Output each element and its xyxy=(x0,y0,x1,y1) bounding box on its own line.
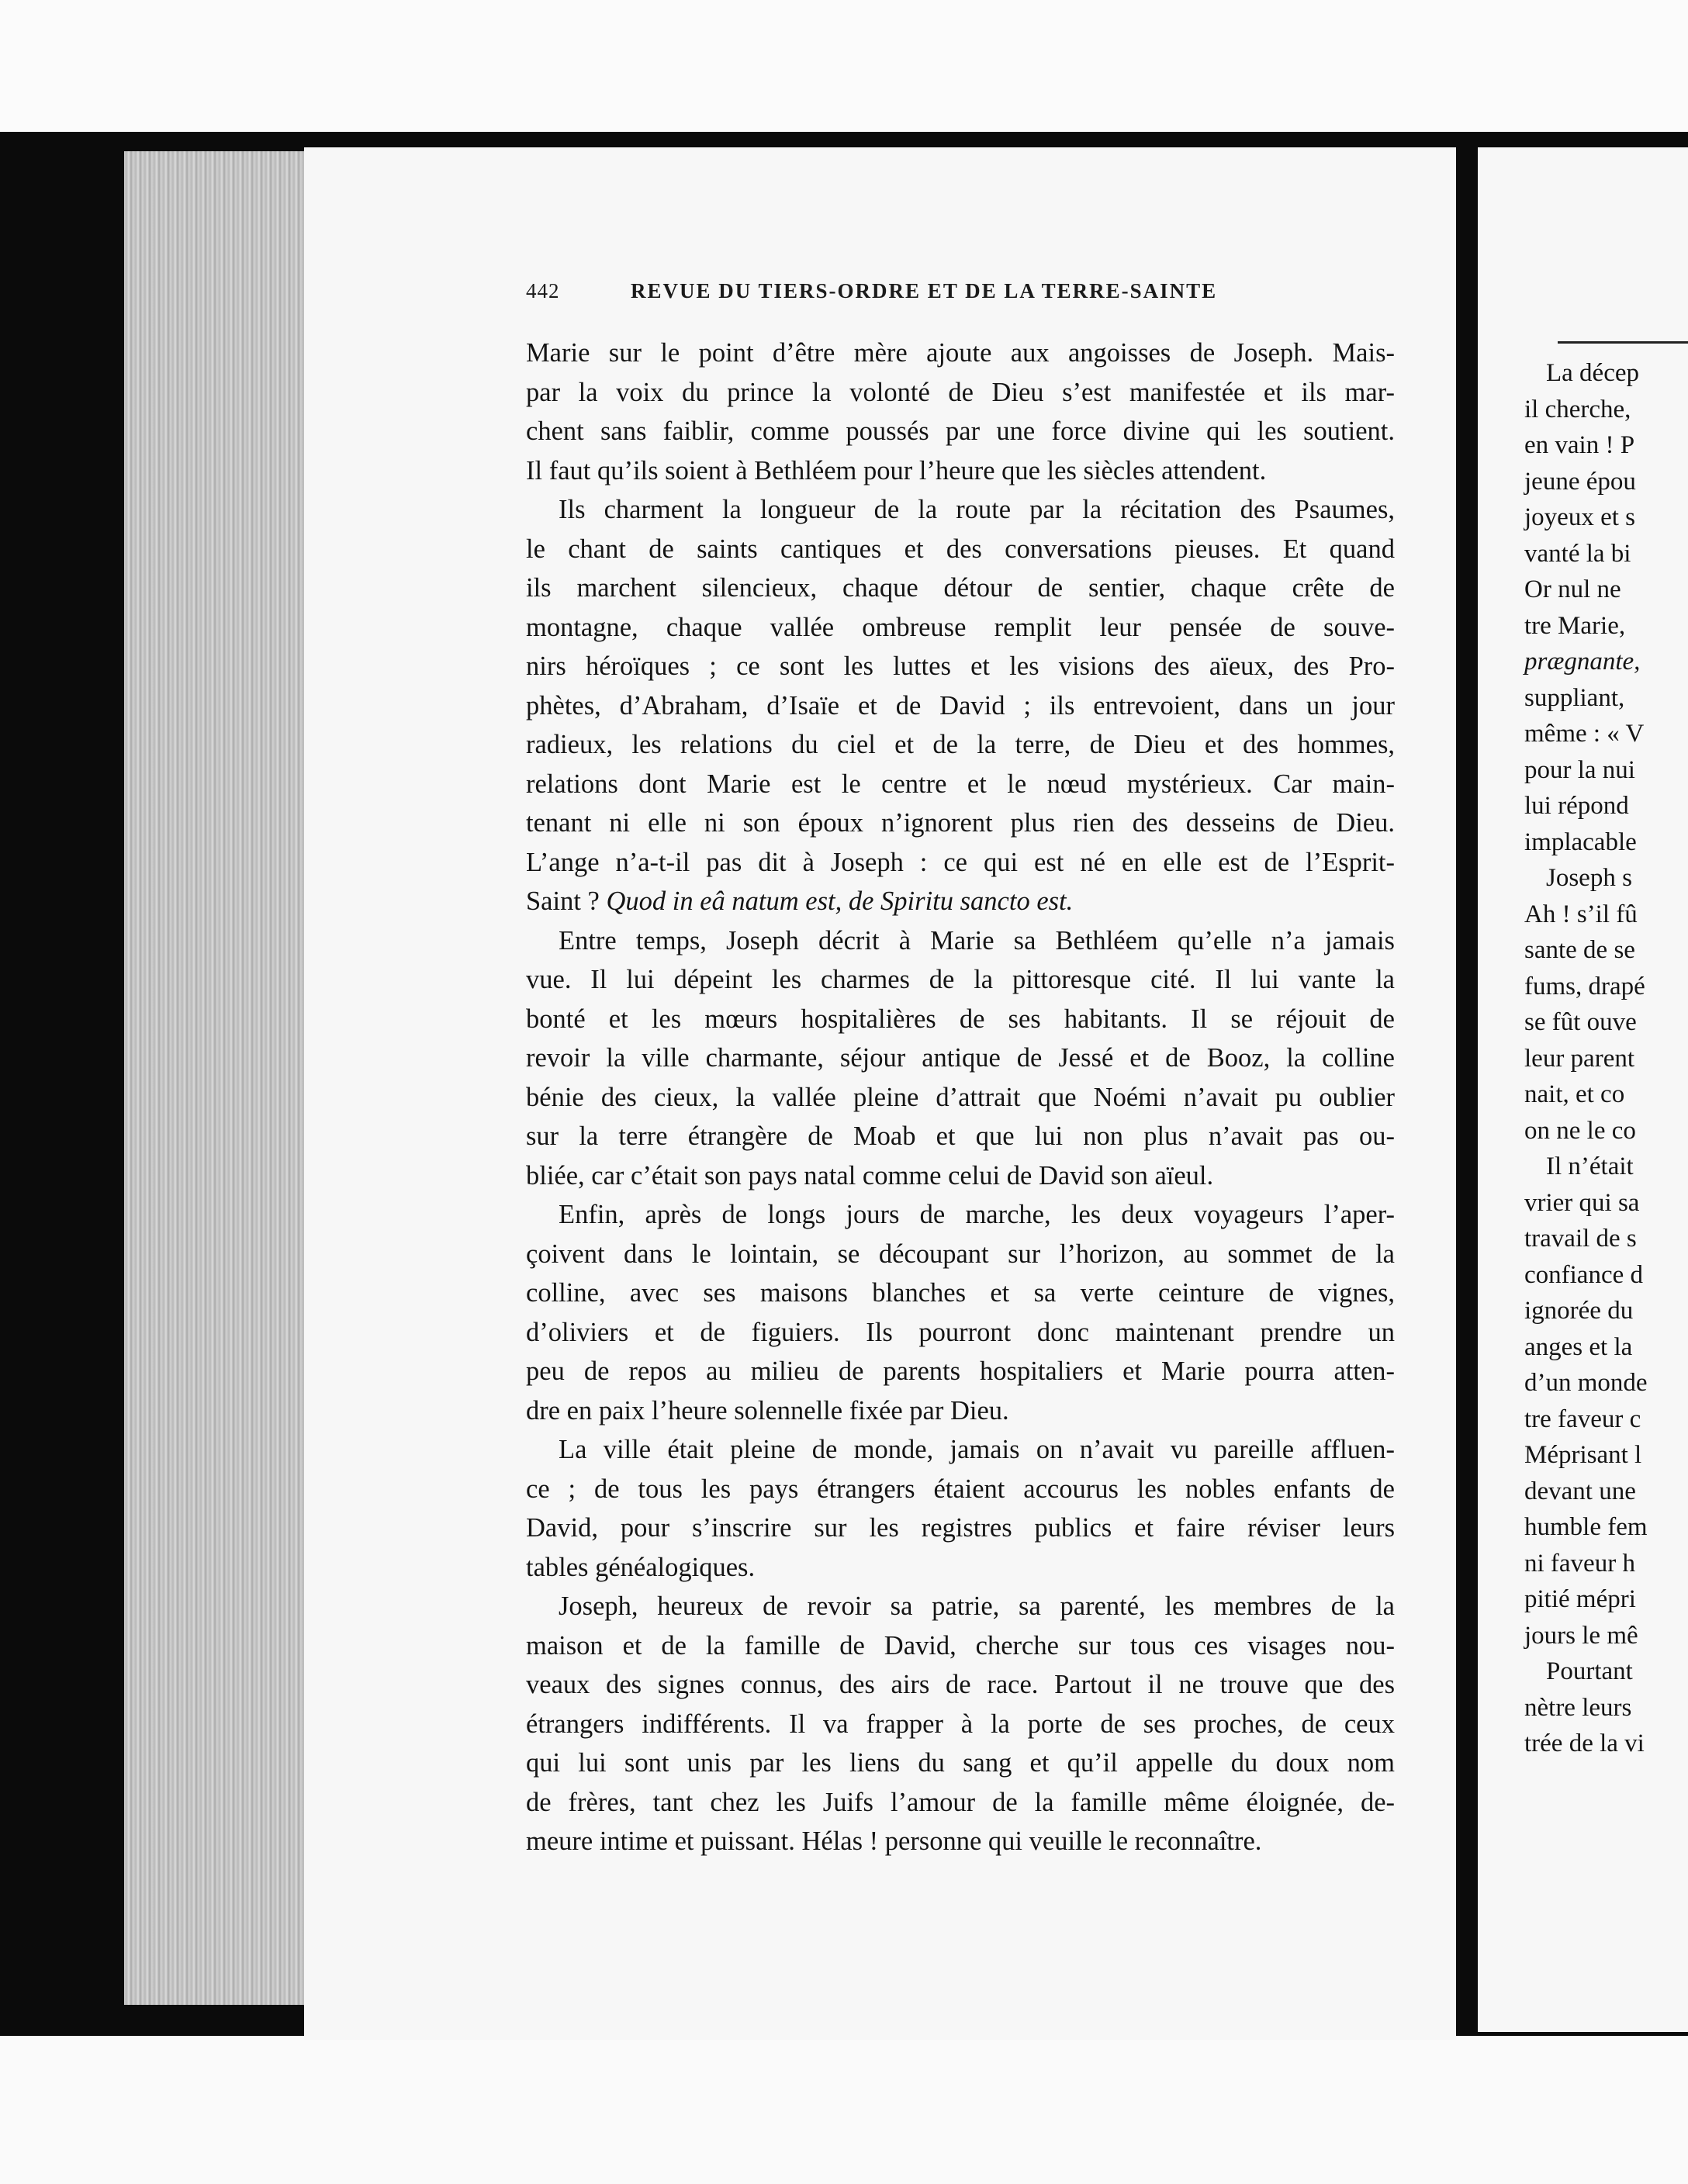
text-line: étrangers indifférents. Il va frapper à la porte de ses proches, de ceux xyxy=(526,1709,1395,1739)
paragraph xyxy=(526,490,1395,921)
text-line: ils marchent silencieux, chaque détour de sentier, chaque crête de xyxy=(526,573,1395,603)
right-text-line: pitié mépri xyxy=(1524,1585,1636,1613)
text-line: colline, avec ses maisons blanches et sa verte ceinture de vignes, xyxy=(526,1278,1395,1308)
running-head xyxy=(526,279,1395,310)
right-text-line: Méprisant l xyxy=(1524,1441,1642,1469)
right-text-line: jeune épou xyxy=(1524,467,1636,496)
right-text-line: nètre leurs xyxy=(1524,1693,1632,1722)
scan-top-margin xyxy=(0,0,1688,147)
text-line: sur la terre étrangère de Moab et que lui non plus n’avait pas ou- xyxy=(526,1121,1395,1151)
scan-bottom-margin xyxy=(0,2036,1688,2184)
text-line: montagne, chaque vallée ombreuse remplit leur pensée de souve- xyxy=(526,612,1395,642)
right-text-line: Pourtant xyxy=(1546,1657,1633,1685)
body-text xyxy=(526,333,1395,1861)
right-text-line: nait, et co xyxy=(1524,1080,1625,1108)
right-text-line: La décep xyxy=(1546,359,1639,387)
text-line: chent sans faiblir, comme poussés par une force divine qui les soutient. xyxy=(526,416,1395,446)
paragraph xyxy=(526,921,1395,1196)
right-text-line: sante de se xyxy=(1524,936,1635,964)
text-line: nirs héroïques ; ce sont les luttes et les visions des aïeux, des Pro- xyxy=(526,651,1395,681)
text-line: bonté et les mœurs hospitalières de ses habitants. Il se réjouit de xyxy=(526,1004,1395,1034)
right-text-line: devant une xyxy=(1524,1477,1636,1505)
paragraph xyxy=(526,333,1395,490)
text-line: peu de repos au milieu de parents hospitaliers et Marie pourra atten- xyxy=(526,1356,1395,1386)
text-line: Saint ? Quod in eâ natum est, de Spiritu sancto est. xyxy=(526,886,1074,916)
text-line: bénie des cieux, la vallée pleine d’attrait que Noémi n’avait pu oublier xyxy=(526,1082,1395,1112)
right-text-line: joyeux et s xyxy=(1524,503,1635,531)
running-title: REVUE DU TIERS-ORDRE ET DE LA TERRE-SAINTE xyxy=(631,279,1218,302)
right-text-line: vrier qui sa xyxy=(1524,1188,1640,1217)
right-text-line: confiance d xyxy=(1524,1260,1643,1289)
text-line: dre en paix l’heure solennelle fixée par Dieu. xyxy=(526,1395,1009,1425)
text-line: Ils charment la longueur de la route par la récitation des Psaumes, xyxy=(559,495,1395,524)
right-text-line: fums, drapé xyxy=(1524,972,1645,1000)
right-text-line: il cherche, xyxy=(1524,395,1631,423)
text-line: tables généalogiques. xyxy=(526,1552,756,1582)
right-text-line: ni faveur h xyxy=(1524,1549,1635,1578)
text-line: veaux des signes connus, des airs de race. Partout il ne trouve que des xyxy=(526,1670,1395,1699)
right-text-line: vanté la bi xyxy=(1524,539,1631,568)
paragraph xyxy=(526,1430,1395,1587)
right-text-line: en vain ! P xyxy=(1524,431,1635,459)
text-line: Entre temps, Joseph décrit à Marie sa Bethléem qu’elle n’a jamais xyxy=(559,925,1395,955)
right-text-line: on ne le co xyxy=(1524,1116,1636,1145)
text-line: phètes, d’Abraham, d’Isaïe et de David ; ils entrevoient, dans un jour xyxy=(526,690,1395,721)
text-line: revoir la ville charmante, séjour antique de Jessé et de Booz, la colline xyxy=(526,1043,1395,1073)
right-text-line: humble fem xyxy=(1524,1513,1648,1541)
latin-quote: Quod in eâ natum est, de Spiritu sancto est. xyxy=(606,886,1074,916)
right-page-text xyxy=(1524,355,1688,1762)
right-text-line: travail de s xyxy=(1524,1225,1637,1253)
text-line: Il faut qu’ils soient à Bethléem pour l’heure que les siècles attendent. xyxy=(526,455,1267,486)
right-text-line: Ah ! s’il fû xyxy=(1524,900,1638,928)
right-text-line: pour la nui xyxy=(1524,755,1635,784)
text-line: meure intime et puissant. Hélas ! personne qui veuille le reconnaître. xyxy=(526,1826,1262,1856)
text-line: par la voix du prince la volonté de Dieu s’est manifestée et ils mar- xyxy=(526,377,1395,407)
right-text-line: tre Marie, xyxy=(1524,611,1626,640)
right-text-line: implacable xyxy=(1524,828,1637,856)
right-text-line: lui répond xyxy=(1524,792,1629,820)
right-text-line: d’un monde xyxy=(1524,1369,1648,1397)
text-line: radieux, les relations du ciel et de la terre, de Dieu et des hommes, xyxy=(526,730,1395,759)
right-text-line: se fût ouve xyxy=(1524,1008,1637,1036)
text-line: de frères, tant chez les Juifs l’amour de la famille même éloignée, de- xyxy=(526,1787,1395,1817)
right-text-line: prægnante, xyxy=(1524,648,1641,676)
text-line: Joseph, heureux de revoir sa patrie, sa parenté, les membres de la xyxy=(559,1591,1395,1621)
text-line: le chant de saints cantiques et des conversations pieuses. Et quand xyxy=(526,534,1395,564)
right-text-line: même : « V xyxy=(1524,720,1645,748)
text-line: d’oliviers et de figuiers. Ils pourront donc maintenant prendre un xyxy=(526,1317,1395,1347)
right-text-line: anges et la xyxy=(1524,1332,1633,1361)
text-line: Marie sur le point d’être mère ajoute aux angoisses de Joseph. Mais- xyxy=(526,338,1395,368)
right-text-line: suppliant, xyxy=(1524,683,1625,712)
text-line: vue. Il lui dépeint les charmes de la pittoresque cité. Il lui vante la xyxy=(526,965,1395,994)
right-text-line: jours le mê xyxy=(1524,1621,1638,1650)
right-text-line: Or nul ne xyxy=(1524,575,1621,603)
text-line: qui lui sont unis par les liens du sang et qu’il appelle du doux nom xyxy=(526,1748,1395,1778)
paragraph xyxy=(526,1587,1395,1861)
right-text-line: ignorée du xyxy=(1524,1297,1634,1325)
book-page-edges xyxy=(124,151,310,2005)
right-page-rule xyxy=(1558,341,1688,344)
text-line: La ville était pleine de monde, jamais on n’avait vu pareille affluen- xyxy=(559,1435,1395,1464)
right-text-line: leur parent xyxy=(1524,1044,1635,1073)
text-line: çoivent dans le lointain, se découpant sur l’horizon, au sommet de la xyxy=(526,1239,1395,1269)
text-line: David, pour s’inscrire sur les registres publics et faire réviser leurs xyxy=(526,1513,1395,1543)
text-line: ce ; de tous les pays étrangers étaient accourus les nobles enfants de xyxy=(526,1474,1395,1504)
text-line: relations dont Marie est le centre et le nœud mystérieux. Car main- xyxy=(526,769,1395,799)
text-line: maison et de la famille de David, cherche sur tous ces visages nou- xyxy=(526,1630,1395,1660)
page-number: 442 xyxy=(526,279,560,302)
right-text-line: tre faveur c xyxy=(1524,1405,1641,1433)
right-text-line: trée de la vi xyxy=(1524,1730,1645,1757)
text-line: Enfin, après de longs jours de marche, les deux voyageurs l’aper- xyxy=(559,1200,1395,1229)
right-text-line: Il n’était xyxy=(1546,1152,1634,1180)
text-line: bliée, car c’était son pays natal comme celui de David son aïeul. xyxy=(526,1160,1214,1190)
text-line: tenant ni elle ni son époux n’ignorent plus rien des desseins de Dieu. xyxy=(526,808,1395,838)
paragraph xyxy=(526,1195,1395,1430)
text-line: L’ange n’a-t-il pas dit à Joseph : ce qui est né en elle est de l’Esprit- xyxy=(526,847,1395,877)
right-text-line: Joseph s xyxy=(1546,864,1632,892)
